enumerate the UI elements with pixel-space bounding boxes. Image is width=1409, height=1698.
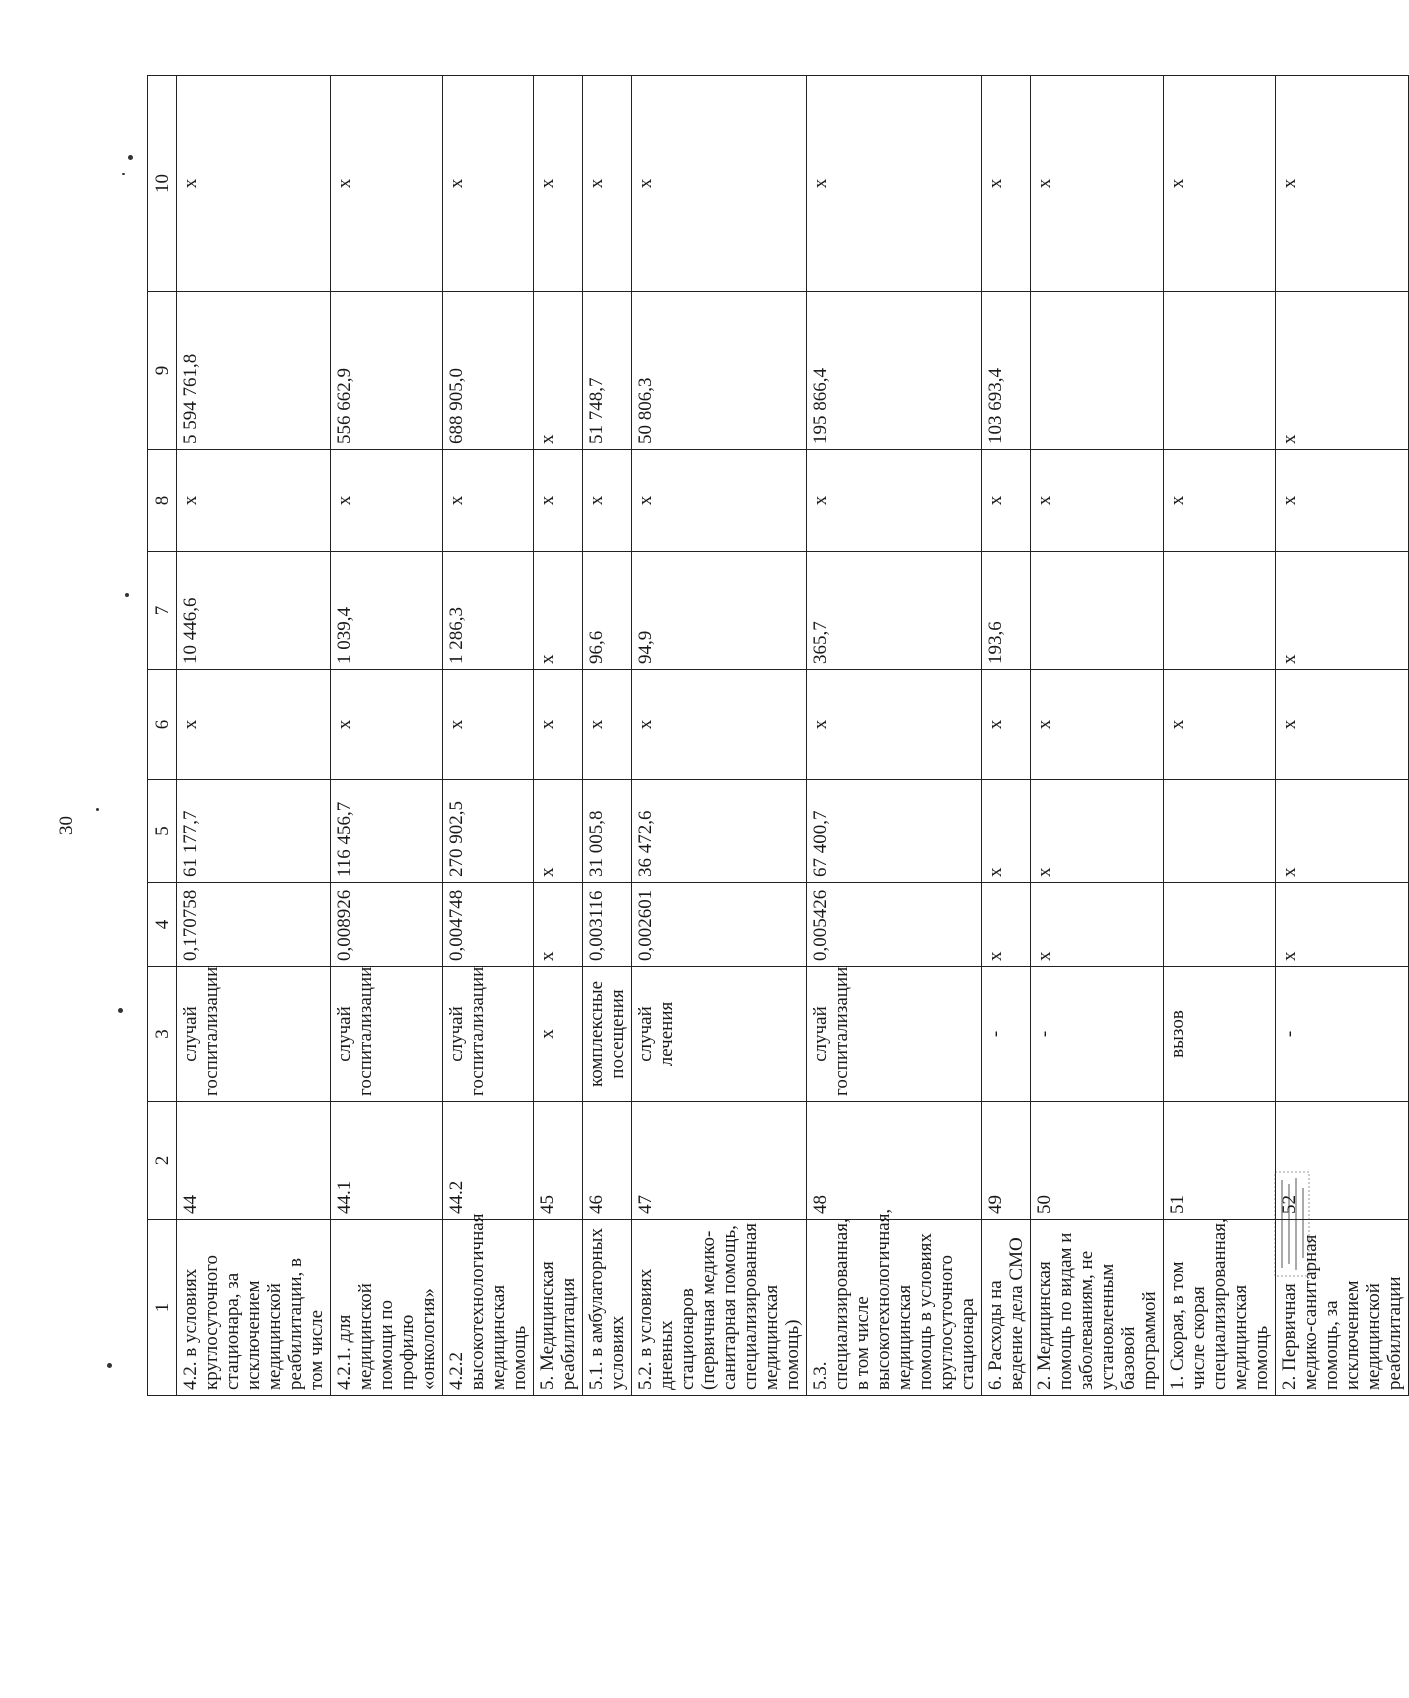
service-name-cell: 5.3. специализированная, в том числе высокотехнологичная, медицинская помощь в условиях круглосуточного стационара (807, 1220, 982, 1396)
volume-norm-cell: х (982, 883, 1031, 967)
sum-budget-cell: х (982, 450, 1031, 552)
volume-norm-cell: х (1031, 883, 1164, 967)
per-capita-oms-cell: 193,6 (982, 552, 1031, 670)
sum-oms-cell: 688 905,0 (443, 292, 534, 450)
col-header-1: 1 (148, 1220, 177, 1396)
unit-cell: случай лечения (632, 967, 807, 1102)
total-percent-cell: х (982, 76, 1031, 292)
service-name-cell: 4.2. в условиях круглосуточного стационара, за исключением медицинской реабилитации, в том числе (177, 1220, 331, 1396)
line-number-cell: 44.2 (443, 1102, 534, 1220)
sum-oms-cell: 103 693,4 (982, 292, 1031, 450)
volume-norm-cell: 0,008926 (331, 883, 443, 967)
unit-cell: случай госпитализации (177, 967, 331, 1102)
total-percent-cell: х (331, 76, 443, 292)
line-number-cell: 45 (534, 1102, 583, 1220)
sum-oms-cell: х (534, 292, 583, 450)
sum-budget-cell: х (1276, 450, 1409, 552)
scan-speck (122, 173, 125, 175)
per-capita-oms-cell: 94,9 (632, 552, 807, 670)
per-capita-oms-cell: 10 446,6 (177, 552, 331, 670)
service-name-cell: 2. Первичная медико-санитарная помощь, за исключением медицинской реабилитации (1276, 1220, 1409, 1396)
volume-norm-cell: 0,005426 (807, 883, 982, 967)
cost-norm-cell: 31 005,8 (583, 780, 632, 883)
scan-speck (118, 1008, 123, 1013)
cost-norm-cell: х (534, 780, 583, 883)
total-percent-cell: х (1164, 76, 1276, 292)
cost-norm-cell: 61 177,7 (177, 780, 331, 883)
service-name-cell: 4.2.2 высокотехнологичная медицинская помощь (443, 1220, 534, 1396)
col-header-3: 3 (148, 967, 177, 1102)
service-name-cell: 1. Скорая, в том числе скорая специализированная, медицинская помощь (1164, 1220, 1276, 1396)
col-header-8: 8 (148, 450, 177, 552)
per-capita-budget-cell: х (443, 670, 534, 780)
col-header-5: 5 (148, 780, 177, 883)
volume-norm-cell (1164, 883, 1276, 967)
sum-oms-cell (1164, 292, 1276, 450)
per-capita-budget-cell: х (982, 670, 1031, 780)
per-capita-oms-cell: 365,7 (807, 552, 982, 670)
per-capita-oms-cell: х (534, 552, 583, 670)
sum-budget-cell: х (583, 450, 632, 552)
per-capita-oms-cell (1031, 552, 1164, 670)
scan-speck (96, 808, 99, 811)
unit-cell: случай госпитализации (443, 967, 534, 1102)
unit-cell: случай госпитализации (807, 967, 982, 1102)
volume-norm-cell: 0,003116 (583, 883, 632, 967)
cost-norm-cell: 116 456,7 (331, 780, 443, 883)
sum-oms-cell: 51 748,7 (583, 292, 632, 450)
unit-cell: вызов (1164, 967, 1276, 1102)
table-row (1164, 76, 1276, 1396)
col-header-2: 2 (148, 1102, 177, 1220)
total-percent-cell: х (583, 76, 632, 292)
cost-norm-cell: 36 472,6 (632, 780, 807, 883)
total-percent-cell: х (632, 76, 807, 292)
total-percent-cell: х (807, 76, 982, 292)
col-header-6: 6 (148, 670, 177, 780)
per-capita-budget-cell: х (1276, 670, 1409, 780)
service-name-cell: 5.2. в условиях дневных стационаров (первичная медико-санитарная помощь, специализированная медицинская помощь) (632, 1220, 807, 1396)
rotated-table-container (147, 76, 1405, 1396)
col-header-4: 4 (148, 883, 177, 967)
line-number-cell: 52 (1276, 1102, 1409, 1220)
total-percent-cell: х (1031, 76, 1164, 292)
total-percent-cell: х (534, 76, 583, 292)
service-name-cell: 6. Расходы на ведение дела СМО (982, 1220, 1031, 1396)
sum-oms-cell: 195 866,4 (807, 292, 982, 450)
volume-norm-cell: х (534, 883, 583, 967)
unit-cell: - (1276, 967, 1409, 1102)
per-capita-oms-cell: х (1276, 552, 1409, 670)
table-row (177, 76, 331, 1396)
per-capita-budget-cell: х (583, 670, 632, 780)
service-name-cell: 4.2.1. для медицинской помощи по профилю «онкология» (331, 1220, 443, 1396)
service-name-cell: 2. Медицинская помощь по видам и заболеваниям, не установленным базовой программой (1031, 1220, 1164, 1396)
per-capita-oms-cell: 1 286,3 (443, 552, 534, 670)
sum-budget-cell: х (443, 450, 534, 552)
line-number-cell: 46 (583, 1102, 632, 1220)
sum-budget-cell: х (1164, 450, 1276, 552)
unit-cell: случай госпитализации (331, 967, 443, 1102)
sum-budget-cell: х (807, 450, 982, 552)
per-capita-budget-cell: х (331, 670, 443, 780)
sum-budget-cell: х (1031, 450, 1164, 552)
per-capita-oms-cell: 1 039,4 (331, 552, 443, 670)
table-row (534, 76, 583, 1396)
header-row (148, 76, 177, 1396)
scan-speck (125, 593, 129, 597)
per-capita-oms-cell (1164, 552, 1276, 670)
line-number-cell: 44 (177, 1102, 331, 1220)
line-number-cell: 51 (1164, 1102, 1276, 1220)
table-row (982, 76, 1031, 1396)
cost-norm-cell: х (982, 780, 1031, 883)
col-header-10: 10 (148, 76, 177, 292)
sum-oms-cell (1031, 292, 1164, 450)
sum-oms-cell: х (1276, 292, 1409, 450)
cost-norm-cell: х (1276, 780, 1409, 883)
cost-norm-cell: 270 902,5 (443, 780, 534, 883)
volume-norm-cell: х (1276, 883, 1409, 967)
total-percent-cell: х (1276, 76, 1409, 292)
cost-norm-cell: х (1031, 780, 1164, 883)
per-capita-budget-cell: х (1031, 670, 1164, 780)
per-capita-budget-cell: х (534, 670, 583, 780)
unit-cell: комплексные посещения (583, 967, 632, 1102)
col-header-9: 9 (148, 292, 177, 450)
service-name-cell: 5.1. в амбулаторных условиях (583, 1220, 632, 1396)
volume-norm-cell: 0,002601 (632, 883, 807, 967)
sum-budget-cell: х (331, 450, 443, 552)
cost-norm-cell: 67 400,7 (807, 780, 982, 883)
col-header-7: 7 (148, 552, 177, 670)
sum-budget-cell: х (534, 450, 583, 552)
sum-budget-cell: х (177, 450, 331, 552)
line-number-cell: 50 (1031, 1102, 1164, 1220)
page-number: 30 (56, 816, 77, 835)
total-percent-cell: х (443, 76, 534, 292)
volume-norm-cell: 0,170758 (177, 883, 331, 967)
table-row (632, 76, 807, 1396)
table-row (1031, 76, 1164, 1396)
service-name-cell: 5. Медицинская реабилитация (534, 1220, 583, 1396)
total-percent-cell: х (177, 76, 331, 292)
sum-oms-cell: 5 594 761,8 (177, 292, 331, 450)
unit-cell: - (1031, 967, 1164, 1102)
sum-budget-cell: х (632, 450, 807, 552)
line-number-cell: 49 (982, 1102, 1031, 1220)
per-capita-budget-cell: х (1164, 670, 1276, 780)
line-number-cell: 47 (632, 1102, 807, 1220)
unit-cell: х (534, 967, 583, 1102)
unit-cell: - (982, 967, 1031, 1102)
table-row (807, 76, 982, 1396)
per-capita-budget-cell: х (632, 670, 807, 780)
per-capita-budget-cell: х (177, 670, 331, 780)
table-row (331, 76, 443, 1396)
per-capita-oms-cell: 96,6 (583, 552, 632, 670)
sum-oms-cell: 50 806,3 (632, 292, 807, 450)
line-number-cell: 48 (807, 1102, 982, 1220)
cost-norm-cell (1164, 780, 1276, 883)
table-row (1276, 76, 1409, 1396)
line-number-cell: 44.1 (331, 1102, 443, 1220)
table-row (443, 76, 534, 1396)
sum-oms-cell: 556 662,9 (331, 292, 443, 450)
volume-norm-cell: 0,004748 (443, 883, 534, 967)
financing-table (147, 75, 1409, 1396)
per-capita-budget-cell: х (807, 670, 982, 780)
table-row (583, 76, 632, 1396)
scan-speck (128, 155, 133, 160)
scan-speck (107, 1363, 112, 1368)
